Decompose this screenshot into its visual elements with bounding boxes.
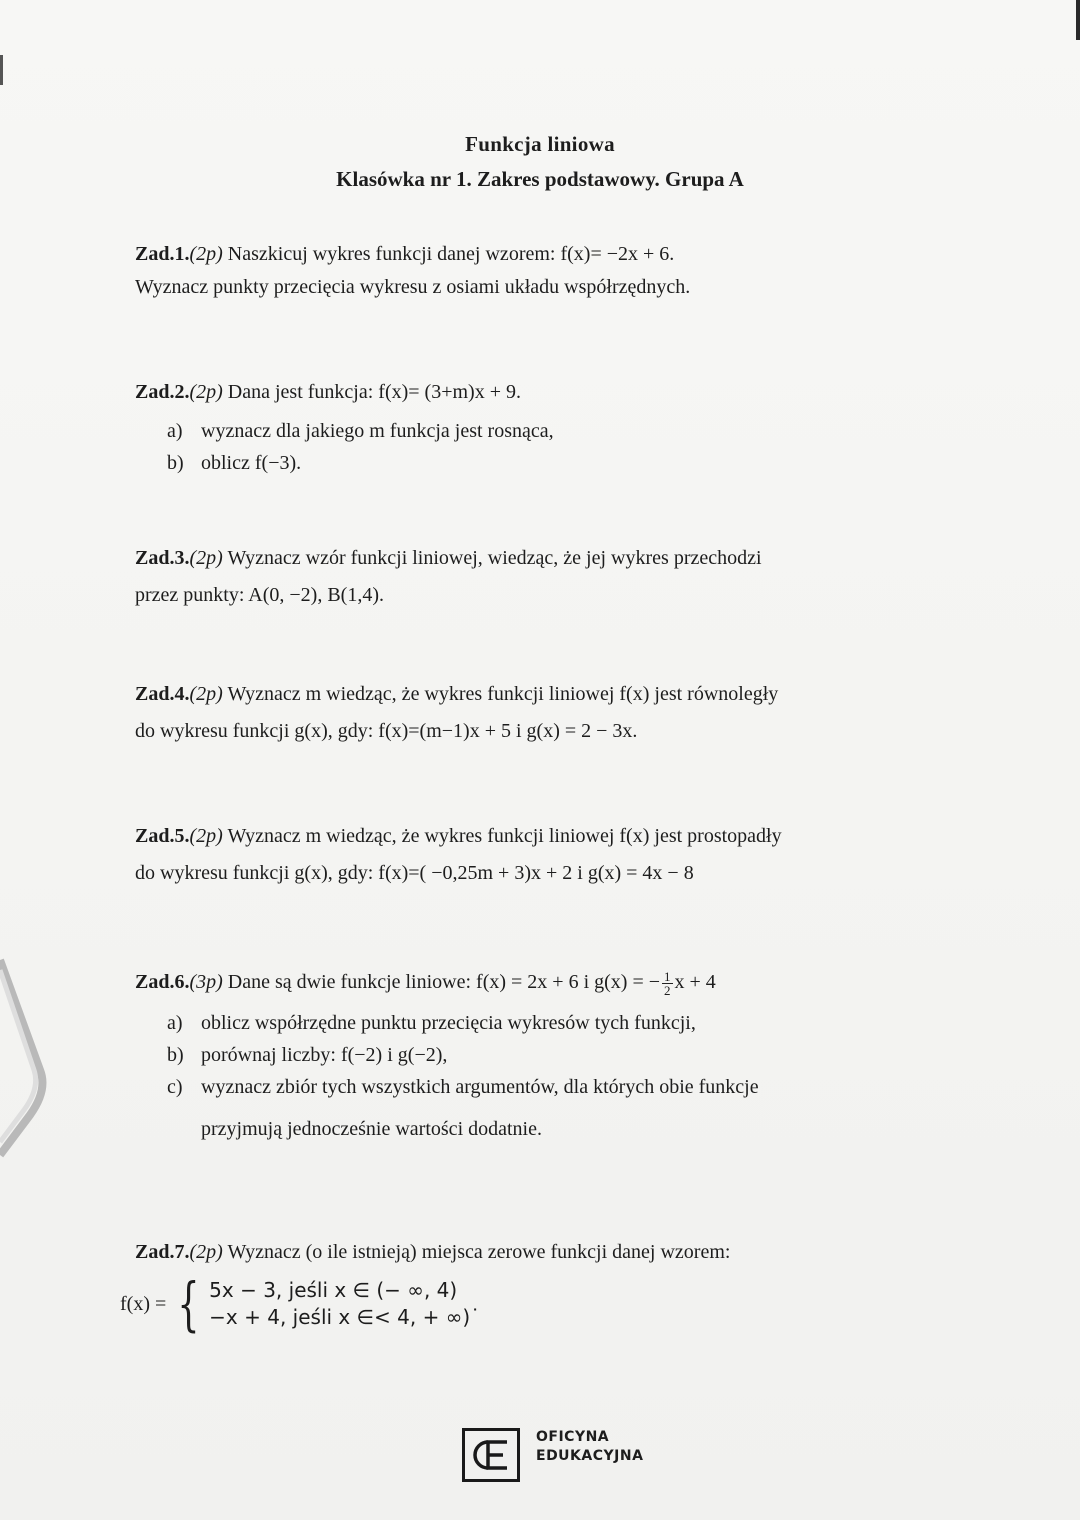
task-label: Zad.3. bbox=[135, 547, 190, 569]
task-label: Zad.1. bbox=[135, 243, 190, 265]
task-points: (2p) bbox=[189, 683, 223, 705]
task-text: Dane są dwie funkcje liniowe: f(x) = 2x + 6 i g(x) = − bbox=[227, 971, 661, 993]
publisher-logo bbox=[462, 1428, 643, 1482]
logo-line-2: EDUKACYJNA bbox=[536, 1447, 644, 1464]
task-label: Zad.4. bbox=[135, 683, 190, 705]
task-label: Zad.5. bbox=[135, 825, 190, 847]
task-text: Dana jest funkcja: f(x)= (3+m)x + 9. bbox=[227, 381, 521, 403]
function-name: f(x) = bbox=[120, 1292, 167, 1315]
worksheet-subtitle: Klasówka nr 1. Zakres podstawowy. Grupa A bbox=[336, 167, 744, 191]
task-text: Wyznacz (o ile istnieją) miejsca zerowe funkcji danej wzorem: bbox=[227, 1241, 731, 1263]
list-item: b) oblicz f(−3). bbox=[167, 452, 302, 474]
task-points: (2p) bbox=[189, 547, 223, 569]
task-label: Zad.6. bbox=[135, 971, 190, 993]
task-text: x + 4 bbox=[674, 971, 716, 993]
task-text: Wyznacz m wiedząc, że wykres funkcji liniowej f(x) jest równoległy bbox=[227, 683, 779, 705]
list-item: a) wyznacz dla jakiego m funkcja jest rosnąca, bbox=[167, 420, 554, 442]
task-3 bbox=[135, 542, 965, 612]
worksheet-header bbox=[0, 132, 1080, 192]
oe-icon bbox=[471, 1438, 511, 1472]
task-points: (2p) bbox=[189, 381, 223, 403]
worksheet-title: Funkcja liniowa bbox=[465, 132, 615, 156]
task-5 bbox=[135, 820, 965, 890]
case-line: −x + 4, jeśli x ∈< 4, + ∞)˙ bbox=[209, 1305, 481, 1329]
case-line: 5x − 3, jeśli x ∈ (− ∞, 4) bbox=[209, 1278, 458, 1302]
logo-text bbox=[536, 1428, 643, 1466]
logo-mark bbox=[462, 1428, 520, 1482]
task-text: Wyznacz wzór funkcji liniowej, wiedząc, że jej wykres przechodzi bbox=[227, 547, 762, 569]
task-points: (2p) bbox=[189, 825, 223, 847]
list-item: c) wyznacz zbiór tych wszystkich argumentów, dla których obie funkcje bbox=[167, 1076, 759, 1098]
scan-left-mark bbox=[0, 55, 3, 85]
list-item: b) porównaj liczby: f(−2) i g(−2), bbox=[167, 1044, 448, 1066]
task-text: przez punkty: A(0, −2), B(1,4). bbox=[135, 584, 385, 606]
fraction: $\frac{1}{2}$ bbox=[664, 968, 671, 998]
task-label: Zad.2. bbox=[135, 381, 190, 403]
piecewise-function bbox=[120, 1270, 965, 1338]
task-4 bbox=[135, 678, 965, 748]
logo-line-1: OFICYNA bbox=[536, 1429, 610, 1445]
task-1 bbox=[135, 238, 965, 304]
task-text: Wyznacz punkty przecięcia wykresu z osiami układu współrzędnych. bbox=[135, 276, 691, 298]
task-2 bbox=[135, 376, 965, 479]
task-text: do wykresu funkcji g(x), gdy: f(x)=( −0,25m + 3)x + 2 i g(x) = 4x − 8 bbox=[135, 862, 694, 884]
scan-edge-mark bbox=[1076, 0, 1080, 40]
list-item-continuation: przyjmują jednocześnie wartości dodatnie. bbox=[201, 1118, 542, 1140]
function-cases bbox=[209, 1277, 480, 1331]
brace-symbol: { bbox=[177, 1270, 200, 1338]
task-points: (2p) bbox=[189, 243, 223, 265]
list-item: a) oblicz współrzędne punktu przecięcia wykresów tych funkcji, bbox=[167, 1012, 696, 1034]
task-label: Zad.7. bbox=[135, 1241, 190, 1263]
task-points: (3p) bbox=[189, 971, 223, 993]
task-6 bbox=[135, 966, 965, 1145]
task-text: Wyznacz m wiedząc, że wykres funkcji liniowej f(x) jest prostopadły bbox=[227, 825, 782, 847]
task-text: do wykresu funkcji g(x), gdy: f(x)=(m−1)x + 5 i g(x) = 2 − 3x. bbox=[135, 720, 638, 742]
task-text: Naszkicuj wykres funkcji danej wzorem: f(x)= −2x + 6. bbox=[227, 243, 675, 265]
task-points: (2p) bbox=[189, 1241, 223, 1263]
task-7 bbox=[120, 1236, 965, 1338]
scan-fold-shadow bbox=[0, 950, 70, 1170]
